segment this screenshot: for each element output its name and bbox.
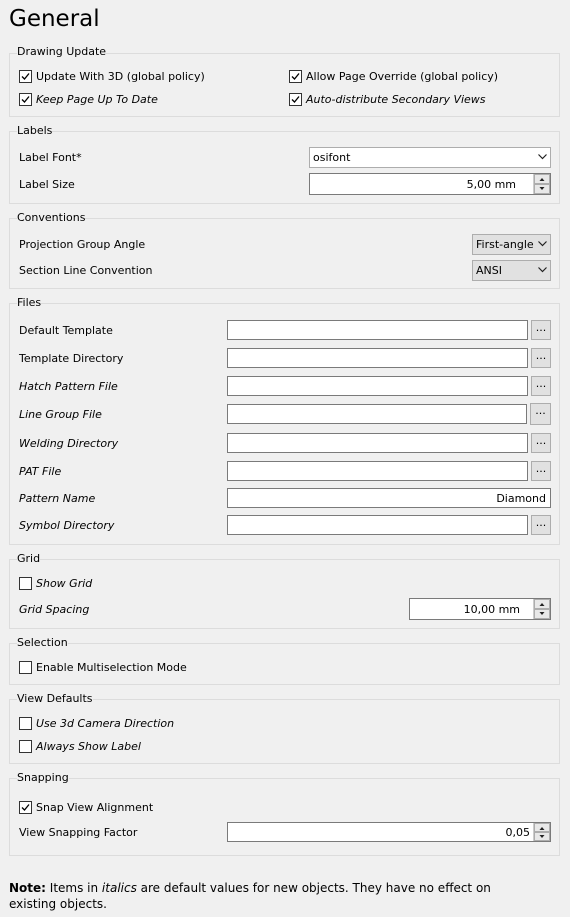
hatch-pattern-file-label: Hatch Pattern File (19, 380, 118, 393)
grid-spacing-value: 10,00 mm (463, 603, 520, 616)
label-font-select[interactable] (309, 147, 551, 168)
hatch-pattern-file-field[interactable] (227, 376, 528, 396)
template-directory-label: Template Directory (19, 352, 124, 365)
welding-directory-field[interactable] (227, 433, 528, 453)
snapping-group (9, 778, 560, 856)
label-size-up-button[interactable] (534, 174, 550, 184)
welding-directory-label: Welding Directory (19, 437, 119, 450)
snapping-factor-down-button[interactable] (534, 832, 550, 841)
pat-file-field[interactable] (227, 461, 528, 481)
snapping-factor-value: 0,05 (505, 826, 530, 839)
auto-distribute-label: Auto-distribute Secondary Views (306, 93, 486, 106)
files-title: Files (17, 296, 42, 309)
template-directory-browse-button[interactable]: ... (531, 348, 551, 368)
note-text-2: are default values for new objects. They have no effect on existing objects. (9, 881, 491, 911)
pat-file-label: PAT File (19, 465, 62, 478)
show-grid-checkbox[interactable] (19, 577, 32, 590)
drawing-update-title: Drawing Update (17, 45, 107, 58)
default-template-browse-button[interactable]: ... (531, 320, 551, 340)
label-font-label: Label Font* (19, 151, 82, 164)
show-grid-label: Show Grid (36, 577, 93, 590)
check-icon (290, 94, 301, 105)
note-italic-word: italics (101, 881, 137, 895)
check-icon (20, 94, 31, 105)
chevron-down-icon (538, 241, 547, 247)
multiselection-label: Enable Multiselection Mode (36, 661, 187, 674)
projection-angle-select[interactable] (472, 234, 551, 255)
section-line-select[interactable] (472, 260, 551, 281)
grid-spacing-up-button[interactable] (534, 599, 550, 609)
snapping-factor-stepper (533, 823, 550, 841)
snap-alignment-checkbox[interactable] (19, 801, 32, 814)
check-icon (20, 802, 31, 813)
section-line-label: Section Line Convention (19, 264, 153, 277)
hatch-pattern-file-browse-button[interactable]: ... (531, 376, 551, 396)
arrow-up-icon (535, 600, 549, 608)
camera-direction-checkbox[interactable] (19, 717, 32, 730)
projection-angle-label: Projection Group Angle (19, 238, 146, 251)
grid-spacing-label: Grid Spacing (19, 603, 90, 616)
grid-spacing-spinbox[interactable] (409, 598, 551, 620)
snapping-factor-spinbox[interactable] (227, 822, 551, 842)
labels-title: Labels (17, 124, 53, 137)
always-show-label-checkbox[interactable] (19, 740, 32, 753)
check-icon (290, 71, 301, 82)
pattern-name-field[interactable] (227, 488, 551, 508)
snap-alignment-label: Snap View Alignment (36, 801, 154, 814)
symbol-directory-label: Symbol Directory (19, 519, 115, 532)
allow-override-label: Allow Page Override (global policy) (306, 70, 499, 83)
section-line-value: ANSI (476, 264, 502, 277)
note-prefix: Note: (9, 881, 46, 895)
keep-up-to-date-label: Keep Page Up To Date (36, 93, 158, 106)
conventions-title: Conventions (17, 211, 86, 224)
label-size-value: 5,00 mm (466, 178, 516, 191)
multiselection-checkbox[interactable] (19, 661, 32, 674)
label-size-label: Label Size (19, 178, 75, 191)
camera-direction-label: Use 3d Camera Direction (36, 717, 175, 730)
snapping-title: Snapping (17, 771, 69, 784)
arrow-down-icon (535, 610, 549, 618)
welding-directory-browse-button[interactable]: ... (531, 433, 551, 453)
chevron-down-icon (538, 154, 547, 160)
grid-spacing-stepper (533, 599, 550, 619)
drawing-update-group (9, 53, 560, 117)
italics-note (9, 880, 539, 912)
pattern-name-value: Diamond (496, 492, 546, 505)
check-icon (20, 71, 31, 82)
page-title: General (9, 6, 100, 32)
arrow-down-icon (535, 185, 549, 193)
view-defaults-group (9, 699, 560, 764)
line-group-file-browse-button[interactable]: ... (530, 403, 551, 425)
update-3d-label: Update With 3D (global policy) (36, 70, 205, 83)
pat-file-browse-button[interactable]: ... (531, 461, 551, 481)
snapping-factor-label: View Snapping Factor (19, 826, 138, 839)
auto-distribute-checkbox[interactable] (289, 93, 302, 106)
arrow-up-icon (535, 175, 549, 183)
line-group-file-field[interactable] (227, 404, 527, 424)
note-text-1: Items in (45, 881, 102, 895)
always-show-label-label: Always Show Label (36, 740, 141, 753)
default-template-field[interactable] (227, 320, 528, 340)
default-template-label: Default Template (19, 324, 113, 337)
pattern-name-label: Pattern Name (19, 492, 96, 505)
snapping-factor-up-button[interactable] (534, 823, 550, 832)
allow-override-checkbox[interactable] (289, 70, 302, 83)
grid-title: Grid (17, 552, 41, 565)
arrow-up-icon (535, 824, 549, 832)
label-size-spinbox[interactable] (309, 173, 551, 195)
keep-up-to-date-checkbox[interactable] (19, 93, 32, 106)
chevron-down-icon (538, 267, 547, 273)
label-size-down-button[interactable] (534, 184, 550, 194)
update-3d-checkbox[interactable] (19, 70, 32, 83)
label-font-value: osifont (313, 151, 351, 164)
symbol-directory-field[interactable] (227, 515, 528, 535)
arrow-down-icon (535, 833, 549, 841)
symbol-directory-browse-button[interactable]: ... (531, 515, 551, 535)
line-group-file-label: Line Group File (19, 408, 102, 421)
view-defaults-title: View Defaults (17, 692, 93, 705)
selection-title: Selection (17, 636, 68, 649)
grid-spacing-down-button[interactable] (534, 609, 550, 619)
projection-angle-value: First-angle (476, 238, 534, 251)
label-size-stepper (533, 174, 550, 194)
template-directory-field[interactable] (227, 348, 528, 368)
